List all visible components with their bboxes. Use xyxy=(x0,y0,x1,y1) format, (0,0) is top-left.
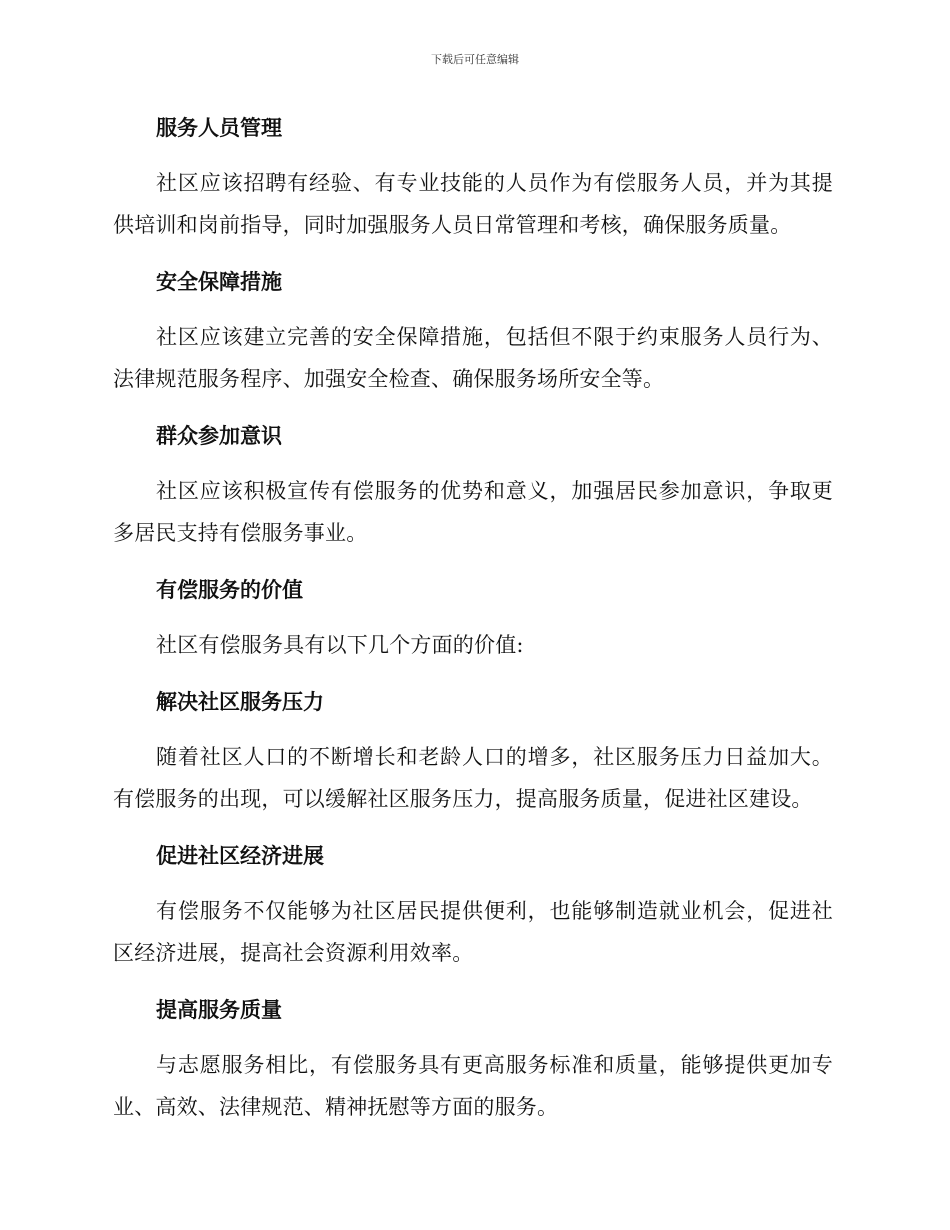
page-header: 下载后可任意编辑 xyxy=(431,53,519,66)
section-heading: 有偿服务的价值 xyxy=(156,578,303,602)
section-heading: 解决社区服务压力 xyxy=(156,690,324,714)
section-heading: 群众参加意识 xyxy=(156,424,282,448)
section-improve-quality xyxy=(113,992,833,1128)
section-heading: 提高服务质量 xyxy=(156,998,282,1022)
section-safety-measures xyxy=(113,264,833,400)
section-paragraph: 有偿服务不仅能够为社区居民提供便利，也能够制造就业机会，促进社区经济进展，提高社会资源利用效率。 xyxy=(113,899,833,965)
section-heading: 服务人员管理 xyxy=(156,116,282,140)
section-paragraph: 社区应该积极宣传有偿服务的优势和意义，加强居民参加意识，争取更多居民支持有偿服务事业。 xyxy=(113,479,833,545)
section-paragraph: 社区有偿服务具有以下几个方面的价值: xyxy=(156,633,524,657)
section-heading: 安全保障措施 xyxy=(156,270,282,294)
section-staff-management xyxy=(113,110,833,246)
section-heading: 促进社区经济进展 xyxy=(156,844,324,868)
section-economic-development xyxy=(113,838,833,974)
document-body xyxy=(113,110,833,1146)
section-paragraph: 社区应该建立完善的安全保障措施，包括但不限于约束服务人员行为、法律规范服务程序、加强安全检查、确保服务场所安全等。 xyxy=(113,325,833,391)
section-paragraph: 社区应该招聘有经验、有专业技能的人员作为有偿服务人员，并为其提供培训和岗前指导，同时加强服务人员日常管理和考核，确保服务质量。 xyxy=(113,171,833,237)
section-relieve-pressure xyxy=(113,684,833,820)
section-paid-service-value xyxy=(113,572,833,666)
section-paragraph: 与志愿服务相比，有偿服务具有更高服务标准和质量，能够提供更加专业、高效、法律规范、精神抚慰等方面的服务。 xyxy=(113,1053,833,1119)
section-public-participation xyxy=(113,418,833,554)
section-paragraph: 随着社区人口的不断增长和老龄人口的增多，社区服务压力日益加大。有偿服务的出现，可以缓解社区服务压力，提高服务质量，促进社区建设。 xyxy=(113,745,833,811)
